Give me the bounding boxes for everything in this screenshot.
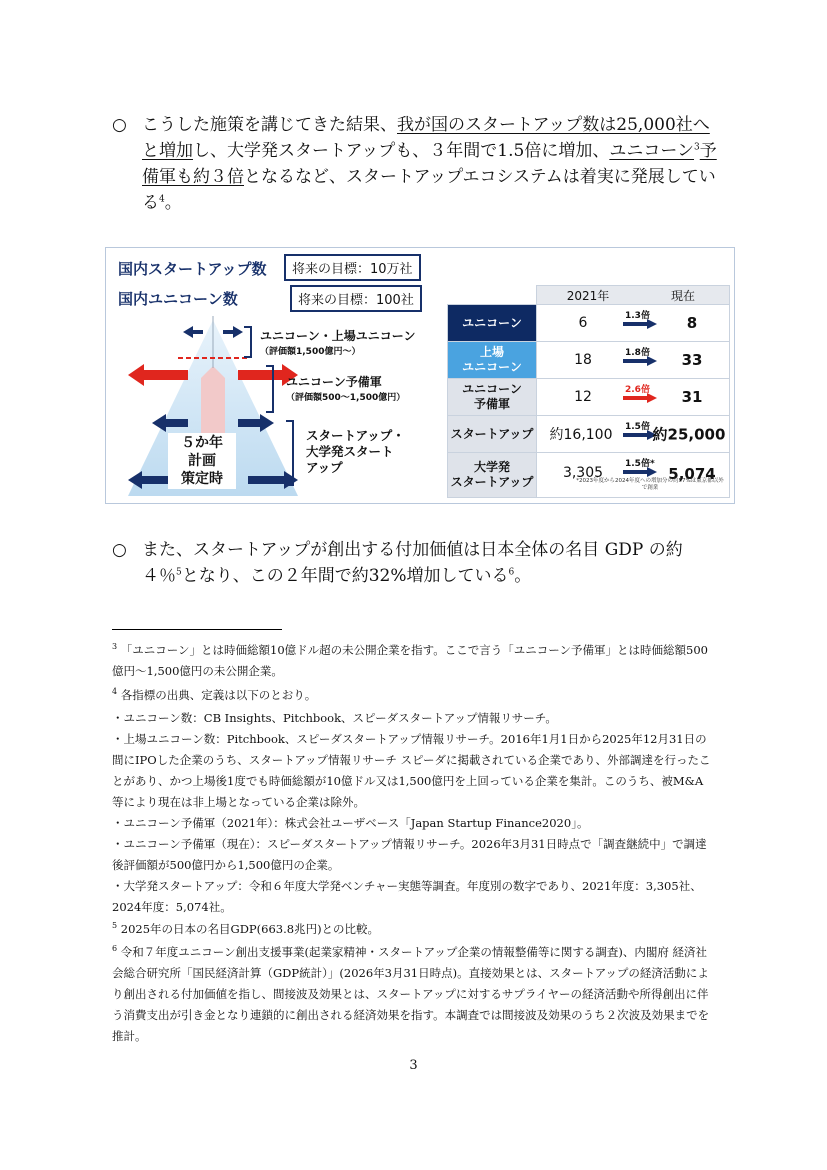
plan-label: ５か年 計画 策定時 [168, 433, 236, 489]
table-header [537, 286, 730, 305]
underlined-unicorn-reserve: 予備軍も約３倍 [142, 141, 717, 187]
right-arrow-red-icon [623, 393, 657, 403]
figure-title-startups: 国内スタートアップ数 [118, 260, 267, 278]
footnote-3: $^3$ 「ユニコーン」とは時価総額10億ドル超の未公開企業を指す。ここで言う「ユニコーン予備軍」とは時価総額500億円～1,500億円の未公開企業。 [112, 642, 708, 678]
table-row [448, 453, 730, 498]
multiplier: 1.5倍* [625, 459, 655, 469]
table-row [448, 305, 730, 342]
value-2021: 約16,100 [549, 427, 613, 443]
row-header-listed-unicorn: 上場 ユニコーン [448, 342, 537, 379]
multiplier-highlight: 2.6倍 [625, 385, 650, 395]
multiplier: 1.3倍 [625, 311, 650, 321]
footnote-ref-6[interactable]: 6 [508, 567, 515, 578]
value-2021: 3,305 [562, 465, 604, 481]
paragraph-text: また、スタートアップが創出する付加価値は日本全体の名目 GDP の約４％$^5$となり、この２年間で約32%増加している$^6$。 [142, 540, 683, 586]
row-header-unicorn-reserve: ユニコーン 予備軍 [448, 379, 537, 416]
level-mid-label: ユニコーン予備軍 （評価額500～1,500億円） [286, 375, 406, 403]
footnote-ref-4[interactable]: 4 [159, 194, 165, 205]
multiplier: 1.8倍 [625, 348, 650, 358]
bracket-top [244, 326, 252, 358]
row-header-startup: スタートアップ [448, 416, 537, 453]
table-row [448, 416, 730, 453]
paragraph-text: こうした施策を講じてきた結果、我が国のスタートアップ数は25,000社へと増加し、大学発スタートアップも、３年間で1.5倍に増加、ユニコーン$^3$予備軍も約３倍となるなど、スタートアップエコシステムは着実に発展している$^4$。 [142, 115, 717, 213]
multiplier: 1.5倍 [625, 422, 650, 432]
paragraph-startup-growth [112, 112, 722, 216]
table-header-row [448, 286, 730, 305]
value-2021: 6 [578, 315, 588, 331]
footnote-ref-5[interactable]: 5 [176, 567, 182, 578]
footnote-divider [112, 629, 282, 630]
footnote-4: $^4$ 各指標の出典、定義は以下のとおり。 [112, 687, 317, 702]
bullet-circle: ○ [112, 540, 127, 560]
bracket-bottom [286, 420, 294, 486]
value-now: 8 [686, 314, 698, 332]
row-header-university-startup: 大学発 スタートアップ [448, 453, 537, 498]
table-row [448, 379, 730, 416]
right-arrow-icon [623, 467, 657, 477]
page-number: 3 [409, 1058, 418, 1073]
goal-startups-box: 将来の目標：10万社 [284, 254, 421, 281]
value-2021: 12 [574, 389, 592, 405]
value-now: 5,074 [668, 465, 716, 483]
right-arrow-icon [623, 319, 657, 329]
footnote-6: $^6$ 令和７年度ユニコーン創出支援事業(起業家精神・スタートアップ企業の情報整備等に関する調査)、内閣府 経済社会総合研究所「国民経済計算（GDP統計）」(2026年3月31日時点)。直接効果とは、スタートアップの経済活動により創出される付加価値を指し、間接波及効果とは、スタートアップに対するサプライヤーの経済活動や所得創出に伴う消費支出が引き金となり連鎖的に創出される経済効果を指す。本調査では間接波及効果のうち２次波及効果までを推計。 [112, 944, 710, 1043]
footnote-5: $^5$ 2025年の日本の名目GDP(663.8兆円)との比較。 [112, 921, 380, 936]
value-now: 約25,000 [652, 425, 726, 444]
bracket-mid [266, 365, 274, 413]
footnote-4-listed-unicorn: ・上場ユニコーン数：Pitchbook、スピーダスタートアップ情報リサーチ。2016年1月1日から2025年12月31日の間にIPOした企業のうち、スタートアップ情報リサーチ スピーダに掲載されている企業であり、外部調達を行ったことがあり、かつ上場後1度でも時価総額が10億ドル又は1,500億円を上回っている企業を集計。このうち、被M&A等により現在は非上場となっている企業は除外。 [112, 732, 711, 809]
goal-unicorn-box: 将来の目標：100社 [290, 285, 422, 312]
footnote-4-reserve-2021: ・ユニコーン予備軍（2021年）：株式会社ユーザベース「Japan Startup Finance2020」。 [112, 816, 589, 830]
table-note: *2023年度から2024年度への増加分の約57%は東京都以外で創業 [576, 478, 724, 491]
value-now: 31 [681, 388, 703, 406]
underlined-startup-count: 我が国のスタートアップ数は25,000社へと増加 [142, 115, 710, 161]
level-top-label: ユニコーン・上場ユニコーン （評価額1,500億円～） [260, 329, 416, 357]
table-row [448, 342, 730, 379]
row-header-unicorn: ユニコーン [448, 305, 537, 342]
figure-title-unicorn: 国内ユニコーン数 [118, 290, 238, 308]
header-2021: 2021年 [566, 288, 610, 303]
footnote-4-university: ・大学発スタートアップ：令和６年度大学発ベンチャー実態等調査。年度別の数字であり、2021年度：3,305社、2024年度：5,074社。 [112, 879, 702, 914]
value-2021: 18 [574, 352, 592, 368]
comparison-table [447, 285, 730, 498]
paragraph-gdp [112, 537, 722, 589]
underlined-unicorn: ユニコーン [609, 141, 695, 161]
header-now: 現在 [670, 288, 695, 303]
bullet-circle: ○ [112, 115, 127, 135]
startup-unicorn-figure [105, 247, 735, 504]
footnote-4-unicorn: ・ユニコーン数：CB Insights、Pitchbook、スピーダスタートアップ情報リサーチ。 [112, 711, 557, 725]
value-now: 33 [681, 351, 703, 369]
footnote-ref-3[interactable]: 3 [694, 142, 700, 153]
footnote-4-reserve-now: ・ユニコーン予備軍（現在）：スピーダスタートアップ情報リサーチ。2026年3月31日時点で「調査継続中」で調達後評価額が500億円から1,500億円の企業。 [112, 837, 707, 872]
level-bottom-label: スタートアップ・ 大学発スタート アップ [306, 428, 405, 475]
right-arrow-icon [623, 356, 657, 366]
